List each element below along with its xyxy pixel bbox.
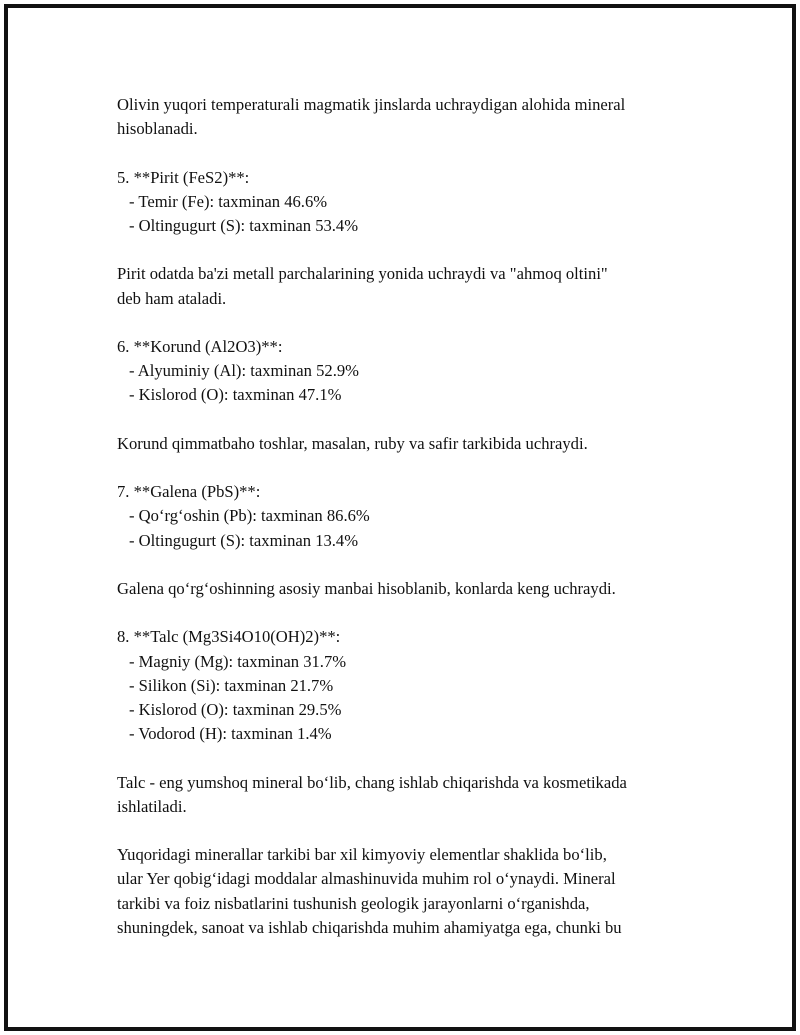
- text-line: Talc - eng yumshoq mineral bo‘lib, chang ishlab chiqarishda va kosmetikada: [117, 772, 627, 792]
- intro-paragraph: [117, 93, 697, 141]
- mineral-section-pirit: [117, 166, 697, 239]
- text-line: tarkibi va foiz nisbatlarini tushunish geologik jarayonlarni o‘rganishda,: [117, 893, 590, 913]
- text-line: Yuqoridagi minerallar tarkibi bar xil kimyoviy elementlar shaklida bo‘lib,: [117, 845, 607, 865]
- document-body: [117, 93, 697, 964]
- text-line: deb ham ataladi.: [117, 288, 227, 308]
- list-item: - Oltingugurt (S): taxminan 13.4%: [129, 530, 359, 550]
- section-note: [117, 432, 697, 456]
- conclusion-paragraph: [117, 843, 697, 940]
- section-heading: 5. **Pirit (FeS2)**:: [117, 167, 250, 187]
- section-heading: 6. **Korund (Al2O3)**:: [117, 336, 283, 356]
- mineral-section-korund: [117, 335, 697, 408]
- mineral-section-talc: [117, 625, 697, 746]
- section-heading: 8. **Talc (Mg3Si4O10(OH)2)**:: [117, 627, 341, 647]
- section-note: [117, 771, 697, 819]
- section-note: [117, 577, 697, 601]
- list-item: - Magniy (Mg): taxminan 31.7%: [129, 651, 347, 671]
- text-line: Korund qimmatbaho toshlar, masalan, ruby va safir tarkibida uchraydi.: [117, 433, 588, 453]
- section-note: [117, 262, 697, 310]
- text-line: Pirit odatda ba'zi metall parchalarining yonida uchraydi va "ahmoq oltini": [117, 264, 608, 284]
- list-item: - Vodorod (H): taxminan 1.4%: [129, 724, 332, 744]
- text-line: Galena qo‘rg‘oshinning asosiy manbai hisoblanib, konlarda keng uchraydi.: [117, 578, 616, 598]
- list-item: - Kislorod (O): taxminan 29.5%: [129, 699, 342, 719]
- list-item: - Oltingugurt (S): taxminan 53.4%: [129, 216, 359, 235]
- mineral-section-galena: [117, 480, 697, 553]
- list-item: - Temir (Fe): taxminan 46.6%: [129, 191, 328, 211]
- text-line: shuningdek, sanoat va ishlab chiqarishda muhim ahamiyatga ega, chunki bu: [117, 917, 622, 937]
- list-item: - Kislorod (O): taxminan 47.1%: [129, 385, 342, 405]
- list-item: - Qo‘rg‘oshin (Pb): taxminan 86.6%: [129, 506, 370, 526]
- text-line: hisoblanadi.: [117, 119, 198, 139]
- text-line: ular Yer qobig‘idagi moddalar almashinuvida muhim rol o‘ynaydi. Mineral: [117, 869, 616, 889]
- text-line: Olivin yuqori temperaturali magmatik jinslarda uchraydigan alohida mineral: [117, 95, 626, 114]
- list-item: - Silikon (Si): taxminan 21.7%: [129, 675, 334, 695]
- section-heading: 7. **Galena (PbS)**:: [117, 482, 261, 502]
- list-item: - Alyuminiy (Al): taxminan 52.9%: [129, 361, 359, 381]
- text-line: ishlatiladi.: [117, 796, 187, 816]
